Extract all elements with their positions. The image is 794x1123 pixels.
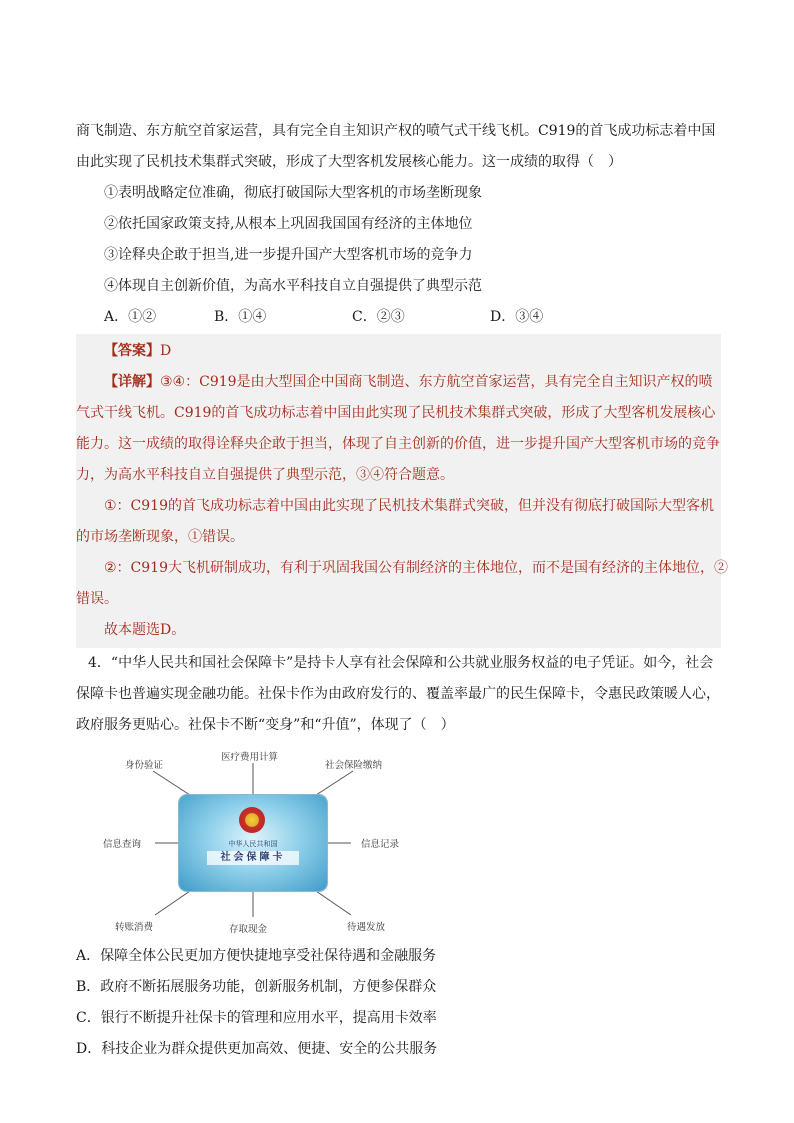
label-transfer-consume: 转账消费 — [115, 922, 154, 933]
q4-stem-line2: 保障卡也普遍实现金融功能。社保卡作为由政府发行的、覆盖率最广的民生保障卡，令惠民政策暖人心， — [76, 686, 720, 702]
label-info-record: 信息记录 — [361, 839, 400, 850]
detail-label: 【详解】 — [104, 374, 160, 390]
q3-item-2: ②依托国家政策支持,从根本上巩固我国国有经济的主体地位 — [104, 216, 473, 232]
national-emblem-icon — [239, 807, 265, 833]
q3-item-1: ①表明战略定位准确，彻底打破国际大型客机的市场垄断现象 — [104, 185, 482, 201]
q3-stem-line1: 商飞制造、东方航空首家运营，具有完全自主知识产权的喷气式干线飞机。C919的首飞成功标志着中国 — [76, 123, 716, 139]
explain-1-line2: 的市场垄断现象，①错误。 — [76, 529, 244, 545]
q4-stem-line1: 4．“中华人民共和国社会保障卡”是持卡人享有社会保障和公共就业服务权益的电子凭证。如今，社会 — [88, 655, 714, 671]
detail-line3: 能力。这一成绩的取得诠释央企敢于担当，体现了自主创新的价值，进一步提升国产大型客机市场的竞争 — [76, 436, 720, 452]
q3-item-4: ④体现自主创新价值，为高水平科技自立自强提供了典型示范 — [104, 278, 482, 294]
card-issuer-text: 中华人民共和国 — [228, 840, 278, 848]
q4-choice-b: B．政府不断拓展服务功能，创新服务机制，方便参保群众 — [76, 979, 437, 995]
q3-option-a: A．①② — [104, 309, 157, 325]
answer-line — [76, 336, 721, 367]
answer-box — [76, 334, 728, 648]
detail-line4: 力，为高水平科技自立自强提供了典型示范，③④符合题意。 — [76, 467, 454, 483]
document-page — [76, 116, 728, 1065]
q3-stem-line2: 由此实现了民机技术集群式突破，形成了大型客机发展核心能力。这一成绩的取得（ ） — [76, 154, 622, 170]
q3-option-d: D．③④ — [490, 309, 544, 325]
explain-2-line1: ②：C919大飞机研制成功，有利于巩固我国公有制经济的主体地位，而不是国有经济的主体地位，② — [104, 560, 728, 576]
q3-option-b: B．①④ — [214, 309, 267, 325]
detail-line2: 气式干线飞机。C919的首飞成功标志着中国由此实现了民机技术集群式突破，形成了大型客机发展核心 — [76, 405, 716, 421]
q3-options — [76, 302, 721, 333]
explain-2-line2: 错误。 — [76, 591, 118, 607]
answer-label: 【答案】 — [104, 343, 160, 359]
q4-choice-d: D．科技企业为群众提供更加高效、便捷、安全的公共服务 — [76, 1041, 438, 1057]
q4-choice-a: A．保障全体公民更加方便快捷地享受社保待遇和金融服务 — [76, 948, 437, 964]
label-medical-fee: 医疗费用计算 — [221, 752, 279, 763]
social-security-card-figure — [103, 749, 403, 939]
label-benefit-issue: 待遇发放 — [347, 922, 386, 933]
q4-stem-line3: 政府服务更贴心。社保卡不断“变身”和“升值”，体现了（ ） — [76, 717, 455, 733]
label-identity-verification: 身份验证 — [125, 760, 164, 771]
label-insurance-payment: 社会保险缴纳 — [325, 760, 383, 771]
social-security-card-image — [179, 795, 327, 891]
label-info-query: 信息查询 — [103, 839, 142, 850]
answer-value: D — [160, 343, 172, 359]
explain-1-line1: ①：C919的首飞成功标志着中国由此实现了民机技术集群式突破，但并没有彻底打破国际大型客机 — [104, 498, 714, 514]
card-title-text: 社会保障卡 — [220, 852, 286, 863]
detail-line1: 【详解】③④：C919是由大型国企中国商飞制造、东方航空首家运营，具有完全自主知识产权的喷 — [104, 374, 713, 390]
conclusion: 故本题选D。 — [104, 622, 186, 638]
label-cash-deposit: 存取现金 — [229, 924, 268, 935]
q4-choice-c: C．银行不断提升社保卡的管理和应用水平，提高用卡效率 — [76, 1010, 437, 1026]
q3-option-c: C．②③ — [352, 309, 405, 325]
q3-item-3: ③诠释央企敢于担当,进一步提升国产大型客机市场的竞争力 — [104, 247, 473, 263]
